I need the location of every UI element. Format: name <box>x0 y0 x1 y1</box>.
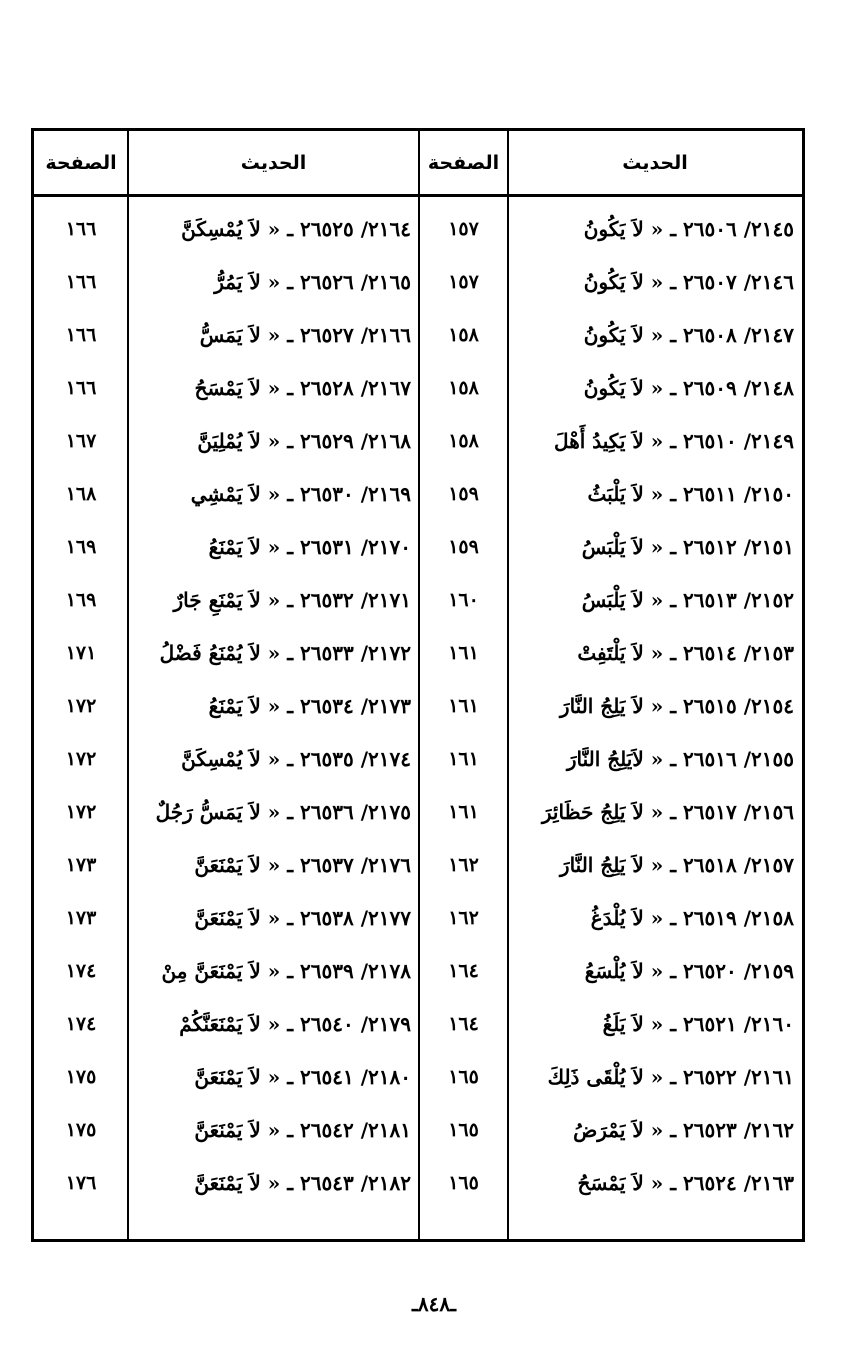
hadith-entry-right: ٢١٦٢/ ٢٦٥٢٣ ـ « لاَ يَمْرَضُ <box>573 1117 794 1142</box>
hadith-entry-left: ٢١٧٨/ ٢٦٥٣٩ ـ « لاَ يَمْنَعَنَّ مِنْ <box>161 958 411 983</box>
page-number-left: ١٧٥ <box>65 1065 97 1088</box>
table-row <box>34 520 802 573</box>
hadith-entry-left: ٢١٦٤/ ٢٦٥٢٥ ـ « لاَ يُمْسِكَنَّ <box>181 216 411 241</box>
header-page-right: الصفحة <box>427 151 500 174</box>
table-row <box>34 785 802 838</box>
hadith-entry-right: ٢١٥٦/ ٢٦٥١٧ ـ « لاَ يَلِجُ حَظَائِرَ <box>541 799 794 824</box>
hadith-entry-left: ٢١٧٢/ ٢٦٥٣٣ ـ « لاَ يُمْنَعُ فَضْلُ <box>159 640 411 665</box>
table-row <box>34 838 802 891</box>
table-body <box>34 197 802 1239</box>
page-number-right: ١٦٥ <box>448 1118 479 1141</box>
page-number-left: ١٦٦ <box>65 323 97 346</box>
table-row <box>34 361 802 414</box>
page-number-left: ١٧٣ <box>65 853 97 876</box>
hadith-entry-left: ٢١٨٠/ ٢٦٥٤١ ـ « لاَ يَمْنَعَنَّ <box>194 1064 411 1089</box>
hadith-entry-right: ٢١٤٦/ ٢٦٥٠٧ ـ « لاَ يَكُونُ <box>583 269 794 294</box>
hadith-entry-right: ٢١٥٧/ ٢٦٥١٨ ـ « لاَ يَلِجُ النَّارَ <box>559 852 794 877</box>
page-number-left: ١٦٦ <box>65 270 97 293</box>
hadith-entry-right: ٢١٥٨/ ٢٦٥١٩ ـ « لاَ يُلْدَغُ <box>590 905 794 930</box>
header-hadith-right: الحديث <box>622 151 688 174</box>
hadith-entry-left: ٢١٧٠/ ٢٦٥٣١ ـ « لاَ يَمْنَعُ <box>208 534 411 559</box>
page-number-left: ١٧٢ <box>65 800 97 823</box>
page-number-left: ١٧٢ <box>65 694 97 717</box>
hadith-entry-right: ٢١٥٠/ ٢٦٥١١ ـ « لاَ يَلْبَثُ <box>587 481 794 506</box>
hadith-entry-left: ٢١٧٥/ ٢٦٥٣٦ ـ « لاَ يَمَسُّ رَجُلٌ <box>155 799 411 824</box>
hadith-entry-right: ٢١٤٧/ ٢٦٥٠٨ ـ « لاَ يَكُونُ <box>583 322 794 347</box>
hadith-entry-left: ٢١٧٤/ ٢٦٥٣٥ ـ « لاَ يُمْسِكَنَّ <box>181 746 411 771</box>
hadith-entry-right: ٢١٥٢/ ٢٦٥١٣ ـ « لاَ يَلْبَسُ <box>581 587 794 612</box>
hadith-entry-right: ٢١٥٥/ ٢٦٥١٦ ـ « لاَيَلِجُ النَّارَ <box>566 746 794 771</box>
hadith-entry-right: ٢١٦٠/ ٢٦٥٢١ ـ « لاَ يَلَغُ <box>602 1011 794 1036</box>
page-number-right: ١٦١ <box>448 800 479 823</box>
table-row <box>34 202 802 255</box>
hadith-entry-left: ٢١٦٨/ ٢٦٥٢٩ ـ « لاَ يُمْلِيَنَّ <box>197 428 411 453</box>
hadith-entry-left: ٢١٦٧/ ٢٦٥٢٨ ـ « لاَ يَمْسَحُ <box>194 375 411 400</box>
page-number-left: ١٦٦ <box>65 376 97 399</box>
page-number-left: ١٧٣ <box>65 906 97 929</box>
hadith-entry-right: ٢١٦١/ ٢٦٥٢٢ ـ « لاَ يُلْقَى ذَلِكَ <box>547 1064 794 1089</box>
hadith-entry-left: ٢١٧٩/ ٢٦٥٤٠ ـ « لاَ يَمْنَعَنَّكُمْ <box>179 1011 411 1036</box>
table-row <box>34 679 802 732</box>
header-page-left: الصفحة <box>45 151 117 174</box>
page-number-right: ١٥٨ <box>448 429 479 452</box>
page-number-right: ١٦١ <box>448 641 479 664</box>
hadith-entry-left: ٢١٦٩/ ٢٦٥٣٠ ـ « لاَ يَمْشِي <box>190 481 411 506</box>
table-row <box>34 255 802 308</box>
header-hadith-left: الحديث <box>240 151 307 174</box>
page-number-left: ١٦٦ <box>65 217 97 240</box>
hadith-entry-left: ٢١٦٥/ ٢٦٥٢٦ ـ « لاَ يَمُرُّ <box>214 269 411 294</box>
page-number-right: ١٦٥ <box>448 1171 479 1194</box>
page-number-right: ١٥٩ <box>448 482 479 505</box>
table-row <box>34 573 802 626</box>
page-number-right: ١٥٩ <box>448 535 479 558</box>
table-row <box>34 997 802 1050</box>
page-number-right: ١٦٤ <box>448 1012 479 1035</box>
page-number-left: ١٧١ <box>65 641 97 664</box>
table-row <box>34 414 802 467</box>
hadith-entry-right: ٢١٦٣/ ٢٦٥٢٤ ـ « لاَ يَمْسَحُ <box>577 1170 794 1195</box>
page-number-right: ١٥٧ <box>448 270 479 293</box>
page-number-right: ١٥٨ <box>448 323 479 346</box>
page-number-right: ١٥٧ <box>448 217 479 240</box>
page-number-left: ١٦٩ <box>65 535 97 558</box>
hadith-entry-right: ٢١٥٤/ ٢٦٥١٥ ـ « لاَ يَلِجُ النَّارَ <box>559 693 794 718</box>
hadith-entry-right: ٢١٤٨/ ٢٦٥٠٩ ـ « لاَ يَكُونُ <box>583 375 794 400</box>
table-row <box>34 891 802 944</box>
page-number-right: ١٦٢ <box>448 853 479 876</box>
table-row <box>34 1156 802 1209</box>
table-row <box>34 1103 802 1156</box>
page-number-right: ١٦٠ <box>448 588 479 611</box>
table-row <box>34 626 802 679</box>
table-row <box>34 1050 802 1103</box>
page-number: ـ٨٤٨ـ <box>412 1292 456 1316</box>
page-number-right: ١٦١ <box>448 747 479 770</box>
index-table <box>31 128 805 1242</box>
page-number-right: ١٦١ <box>448 694 479 717</box>
page-number-right: ١٥٨ <box>448 376 479 399</box>
page-number-left: ١٦٨ <box>65 482 97 505</box>
hadith-entry-left: ٢١٧١/ ٢٦٥٣٢ ـ « لاَ يَمْنَعِ جَارٌ <box>173 587 411 612</box>
hadith-entry-right: ٢١٤٥/ ٢٦٥٠٦ ـ « لاَ يَكُونُ <box>583 216 794 241</box>
page-number-left: ١٧٦ <box>65 1171 97 1194</box>
page-number-left: ١٦٩ <box>65 588 97 611</box>
page-number-left: ١٧٤ <box>65 959 97 982</box>
hadith-entry-left: ٢١٧٧/ ٢٦٥٣٨ ـ « لاَ يَمْنَعَنَّ <box>194 905 411 930</box>
table-row <box>34 467 802 520</box>
hadith-entry-left: ٢١٨٢/ ٢٦٥٤٣ ـ « لاَ يَمْنَعَنَّ <box>194 1170 411 1195</box>
table-row <box>34 944 802 997</box>
page-number-left: ١٦٧ <box>65 429 97 452</box>
page-number-right: ١٦٤ <box>448 959 479 982</box>
table-row <box>34 308 802 361</box>
hadith-entry-left: ٢١٨١/ ٢٦٥٤٢ ـ « لاَ يَمْنَعَنَّ <box>194 1117 411 1142</box>
hadith-entry-left: ٢١٧٦/ ٢٦٥٣٧ ـ « لاَ يَمْنَعَنَّ <box>194 852 411 877</box>
hadith-entry-right: ٢١٤٩/ ٢٦٥١٠ ـ « لاَ يَكِيدُ أَهْلَ <box>554 428 794 453</box>
page-number-right: ١٦٢ <box>448 906 479 929</box>
page-number-right: ١٦٥ <box>448 1065 479 1088</box>
page-number-left: ١٧٢ <box>65 747 97 770</box>
page-number-left: ١٧٥ <box>65 1118 97 1141</box>
hadith-entry-right: ٢١٥٩/ ٢٦٥٢٠ ـ « لاَ يُلْسَعُ <box>584 958 794 983</box>
hadith-entry-left: ٢١٦٦/ ٢٦٥٢٧ ـ « لاَ يَمَسُّ <box>199 322 411 347</box>
hadith-entry-right: ٢١٥١/ ٢٦٥١٢ ـ « لاَ يَلْبَسُ <box>581 534 794 559</box>
hadith-entry-right: ٢١٥٣/ ٢٦٥١٤ ـ « لاَ يَلْتَفِتْ <box>577 640 794 665</box>
hadith-entry-left: ٢١٧٣/ ٢٦٥٣٤ ـ « لاَ يَمْنَعُ <box>208 693 411 718</box>
table-row <box>34 732 802 785</box>
page-number-left: ١٧٤ <box>65 1012 97 1035</box>
